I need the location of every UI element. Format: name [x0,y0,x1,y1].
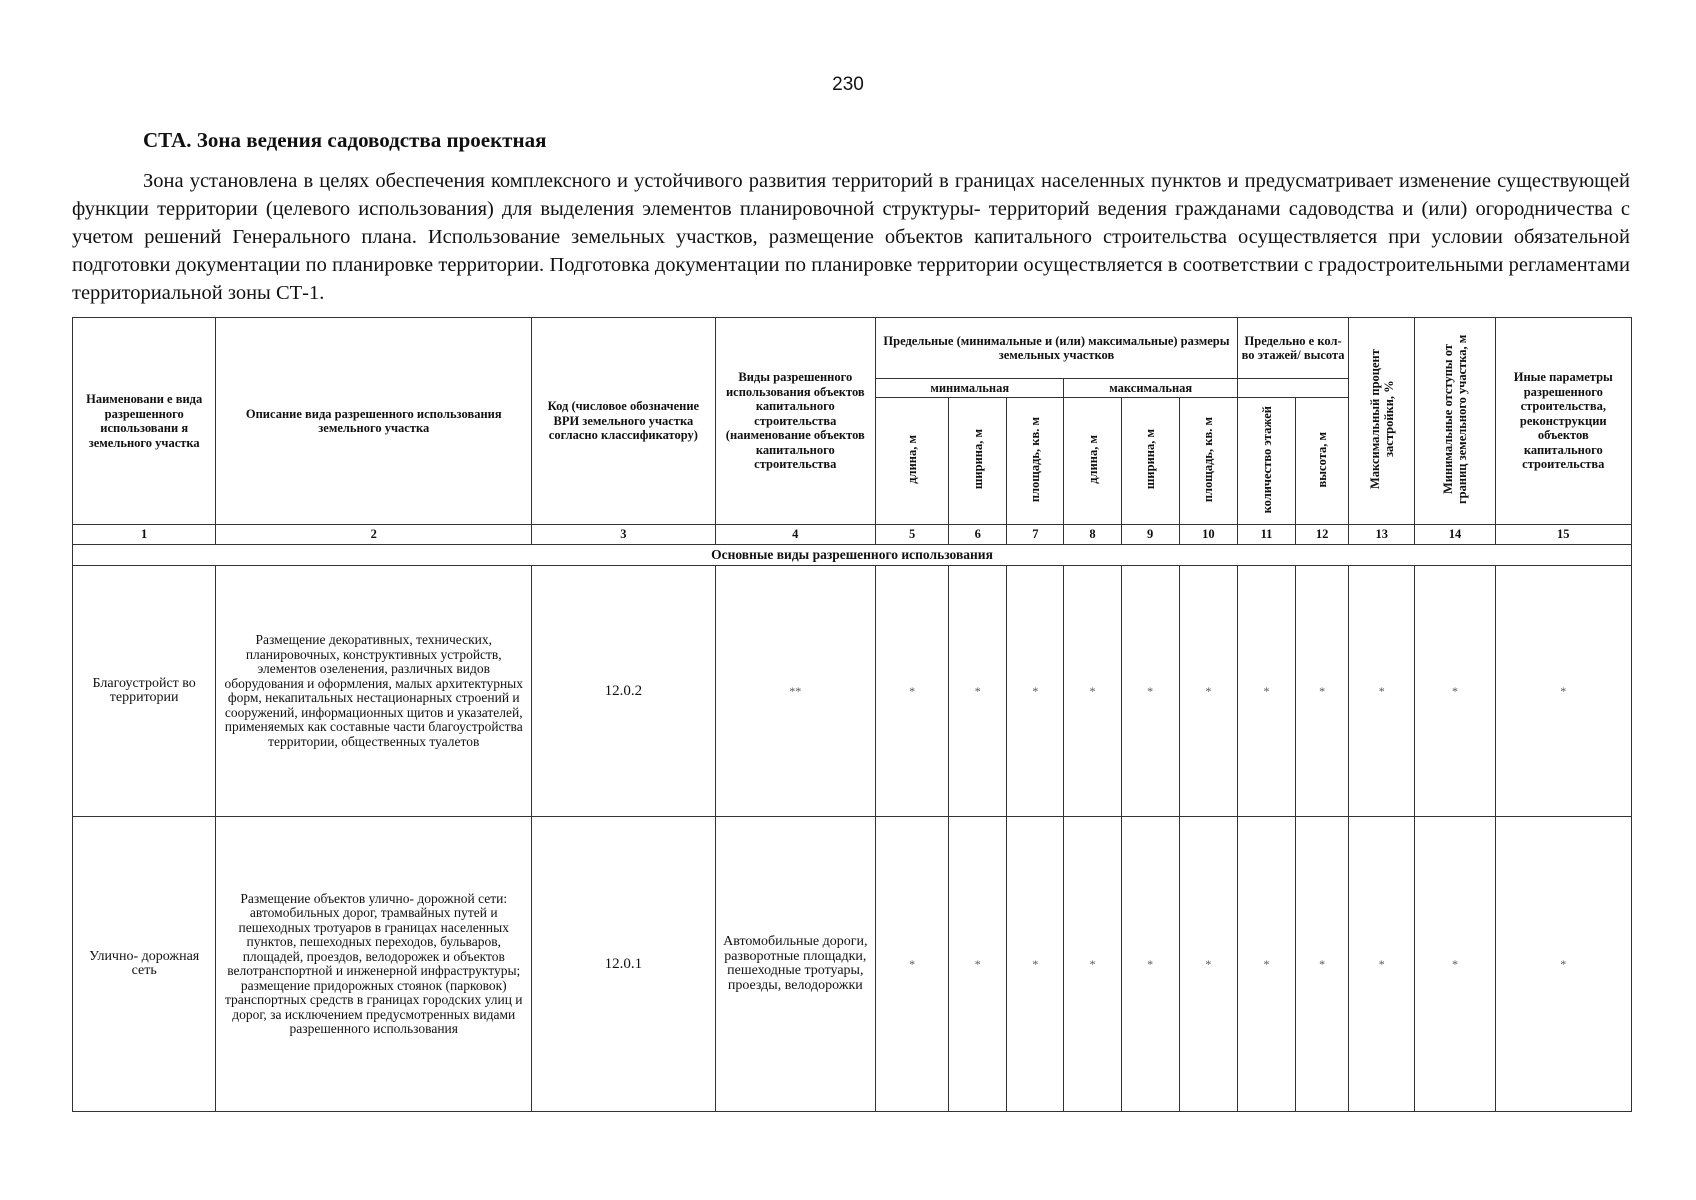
header-floors-count: количество этажей [1237,398,1295,525]
header-minimal: минимальная [876,379,1064,398]
row-param: * [1237,817,1295,1112]
table-row [73,817,1632,1112]
row-param: * [1064,566,1121,817]
row-code: 12.0.1 [532,817,715,1112]
header-min-area: площадь, кв. м [1007,398,1064,525]
regulations-table [72,317,1632,1112]
header-floors-spacer [1237,379,1348,398]
column-number: 13 [1349,525,1415,545]
row-param: * [1064,817,1121,1112]
header-max-percent: Максимальный процент застройки, % [1349,318,1415,525]
header-max-length: длина, м [1064,398,1121,525]
row-name: Благоустройст во территории [73,566,216,817]
header-description: Описание вида разрешенного использования земельного участка [216,318,532,525]
row-description: Размещение объектов улично- дорожной сети: автомобильных дорог, трамвайных путей и пешеходных тротуаров в границах населенных пунктов, пешеходных переходов, бульваров, площадей, проездов, велодорожек и объектов велотранспортной и инженерной инфраструктуры; размещение придорожных стоянок (парковок) транспортных средств в границах городских улиц и дорог, за исключением предусмотренных видами разрешенного использования [216,817,532,1112]
row-param: * [1007,817,1064,1112]
row-param: * [1415,817,1495,1112]
header-max-area: площадь, кв. м [1179,398,1237,525]
header-limits-group: Предельные (минимальные и (или) максимальные) размеры земельных участков [876,318,1238,379]
row-param: * [1237,566,1295,817]
column-number: 11 [1237,525,1295,545]
column-number: 1 [73,525,216,545]
row-param: * [1495,566,1631,817]
header-max-width: ширина, м [1121,398,1179,525]
header-min-width: ширина, м [949,398,1007,525]
row-objects: ** [715,566,875,817]
row-objects: Автомобильные дороги, разворотные площадки, пешеходные тротуары, проезды, велодорожки [715,817,875,1112]
header-maximal: максимальная [1064,379,1237,398]
table-row [73,566,1632,817]
row-param: * [1179,817,1237,1112]
row-param: * [1415,566,1495,817]
row-param: * [1296,817,1349,1112]
row-param: * [1296,566,1349,817]
row-param: * [876,566,949,817]
row-param: * [1179,566,1237,817]
section-title: СТА. Зона ведения садоводства проектная [143,128,547,152]
header-height: высота, м [1296,398,1349,525]
row-param: * [876,817,949,1112]
column-number: 2 [216,525,532,545]
header-floors-group: Предельно е кол-во этажей/ высота [1237,318,1348,379]
column-number: 12 [1296,525,1349,545]
row-param: * [1121,566,1179,817]
header-min-setback: Минимальные отступы от границ земельного участка, м [1415,318,1495,525]
column-number: 10 [1179,525,1237,545]
column-number: 14 [1415,525,1495,545]
column-numbers-row [73,525,1632,545]
row-param: * [949,566,1007,817]
row-param: * [949,817,1007,1112]
group-row [73,545,1632,566]
header-code: Код (числовое обозначение ВРИ земельного участка согласно классификатору) [532,318,715,525]
row-description: Размещение декоративных, технических, планировочных, конструктивных устройств, элементов озеленения, различных видов оборудования и оформления, малых архитектурных форм, некапитальных нестационарных строений и сооружений, информационных щитов и указателей, применяемых как составные части благоустройства территории, общественных туалетов [216,566,532,817]
header-min-length: длина, м [876,398,949,525]
row-name: Улично- дорожная сеть [73,817,216,1112]
row-param: * [1121,817,1179,1112]
column-number: 5 [876,525,949,545]
header-name: Наименовани е вида разрешенного использовани я земельного участка [73,318,216,525]
row-code: 12.0.2 [532,566,715,817]
column-number: 3 [532,525,715,545]
column-number: 4 [715,525,875,545]
row-param: * [1349,566,1415,817]
row-param: * [1007,566,1064,817]
column-number: 6 [949,525,1007,545]
header-objects: Виды разрешенного использования объектов капитального строительства (наименование объектов капитального строительства [715,318,875,525]
header-other-params: Иные параметры разрешенного строительства, реконструкции объектов капитального строительства [1495,318,1631,525]
column-number: 8 [1064,525,1121,545]
column-number: 9 [1121,525,1179,545]
column-number: 15 [1495,525,1631,545]
group-label: Основные виды разрешенного использования [73,545,1632,566]
row-param: * [1495,817,1631,1112]
row-param: * [1349,817,1415,1112]
column-number: 7 [1007,525,1064,545]
intro-paragraph: Зона установлена в целях обеспечения комплексного и устойчивого развития территорий в границах населенных пунктов и предусматривает изменение существующей функции территории (целевого использования) для выделения элементов планировочной структуры- территорий ведения гражданами садоводства и (или) огородничества с учетом решений Генерального плана. Использование земельных участков, размещение объектов капитального строительства осуществляется при условии обязательной подготовки документации по планировке территории. Подготовка документации по планировке территории осуществляется в соответствии с градостроительными регламентами территориальной зоны СТ-1. [72,170,1630,304]
page-number: 230 [832,74,864,95]
